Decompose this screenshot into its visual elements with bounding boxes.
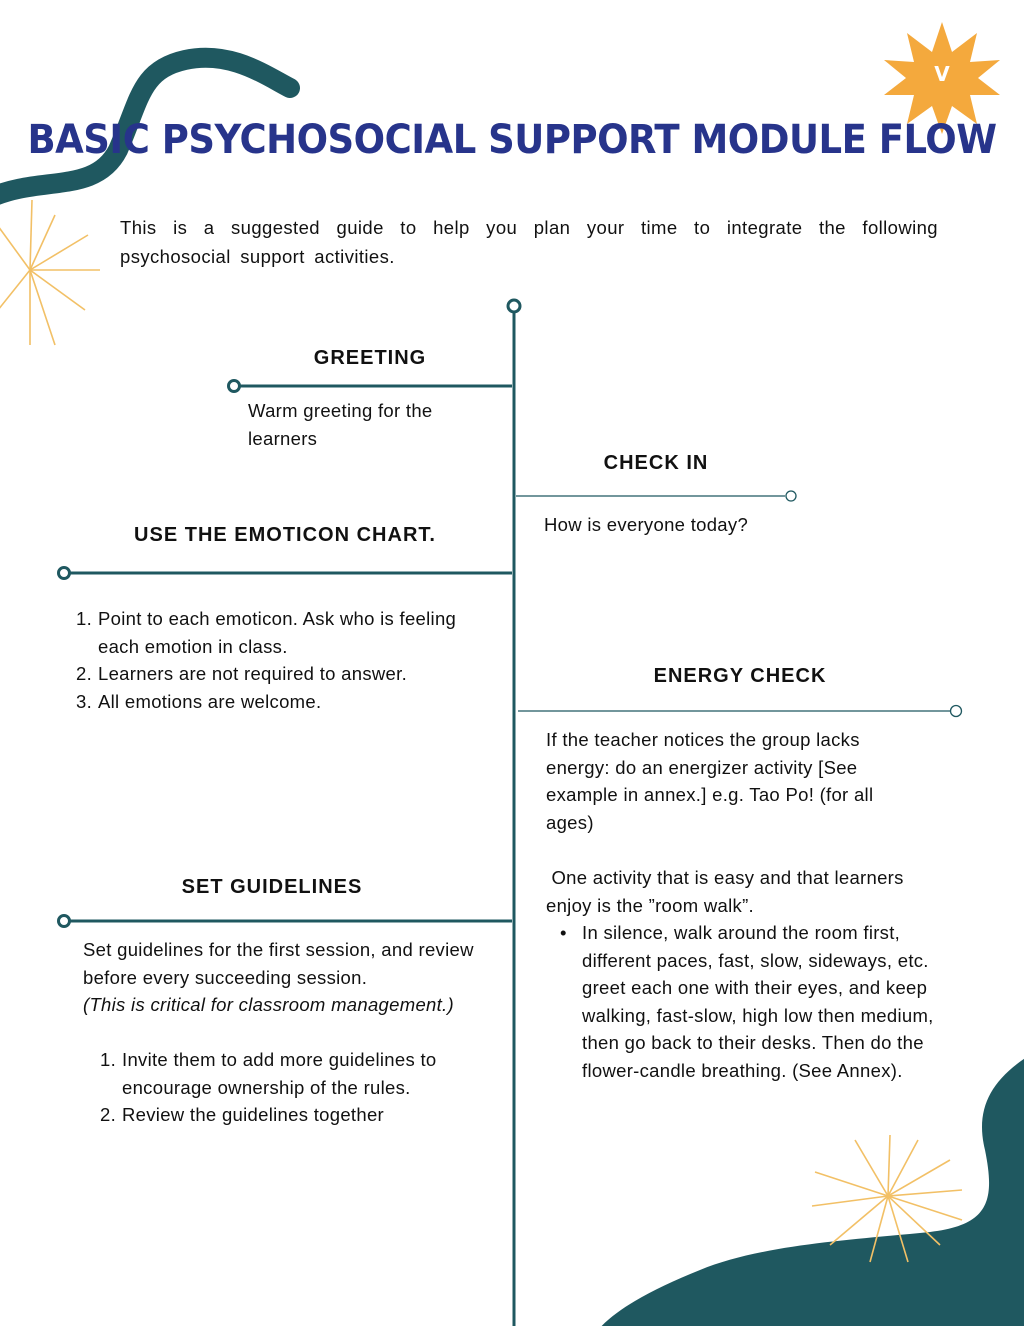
check-in-heading: CHECK IN (603, 452, 709, 474)
guidelines-steps (100, 1046, 480, 1129)
page-title: BASIC PSYCHOSOCIAL SUPPORT MODULE FLOW (27, 116, 997, 163)
greeting-heading: GREETING (313, 347, 427, 369)
guidelines-note: (This is critical for classroom management.) (83, 994, 454, 1015)
guidelines-text: Set guidelines for the first session, and review before every succeeding session. (83, 939, 474, 988)
guidelines-heading: SET GUIDELINES (181, 876, 363, 898)
intro-text: This is a suggested guide to help you plan your time to integrate the following psychosocial support activities. (120, 217, 938, 267)
energy-para-1: If the teacher notices the group lacks energy: do an energizer activity [See example in annex.] e.g. Tao Po! (for all ages) (546, 729, 874, 833)
list-item: • In silence, walk around the room first, different paces, fast, slow, sideways, etc. greet each one with their eyes, and keep walking, fast-slow, high low then medium, then go back to their desks. Then do the flower-candle breathing. (See Annex). (546, 919, 946, 1084)
list-item: Learners are not required to answer. (98, 663, 408, 684)
guidelines-para (83, 936, 503, 1019)
energy-heading: ENERGY CHECK (653, 665, 827, 687)
greeting-text: Warm greeting for the learners (248, 400, 433, 449)
list-item: Review the guidelines together (122, 1104, 384, 1125)
energy-bullets (546, 919, 946, 1084)
emoticon-heading: USE THE EMOTICON CHART. (134, 524, 436, 546)
energy-para-2: One activity that is easy and that learners enjoy is the ”room walk”. (546, 867, 910, 916)
check-in-text: How is everyone today? (544, 514, 749, 535)
emoticon-steps (76, 605, 496, 715)
left-burst-shape (0, 200, 100, 345)
list-item: Invite them to add more guidelines to encourage ownership of the rules. (122, 1049, 437, 1098)
list-item: Point to each emoticon. Ask who is feeling each emotion in class. (98, 608, 457, 657)
sun-logo-glyph: V (934, 62, 950, 86)
list-item: All emotions are welcome. (98, 690, 322, 712)
